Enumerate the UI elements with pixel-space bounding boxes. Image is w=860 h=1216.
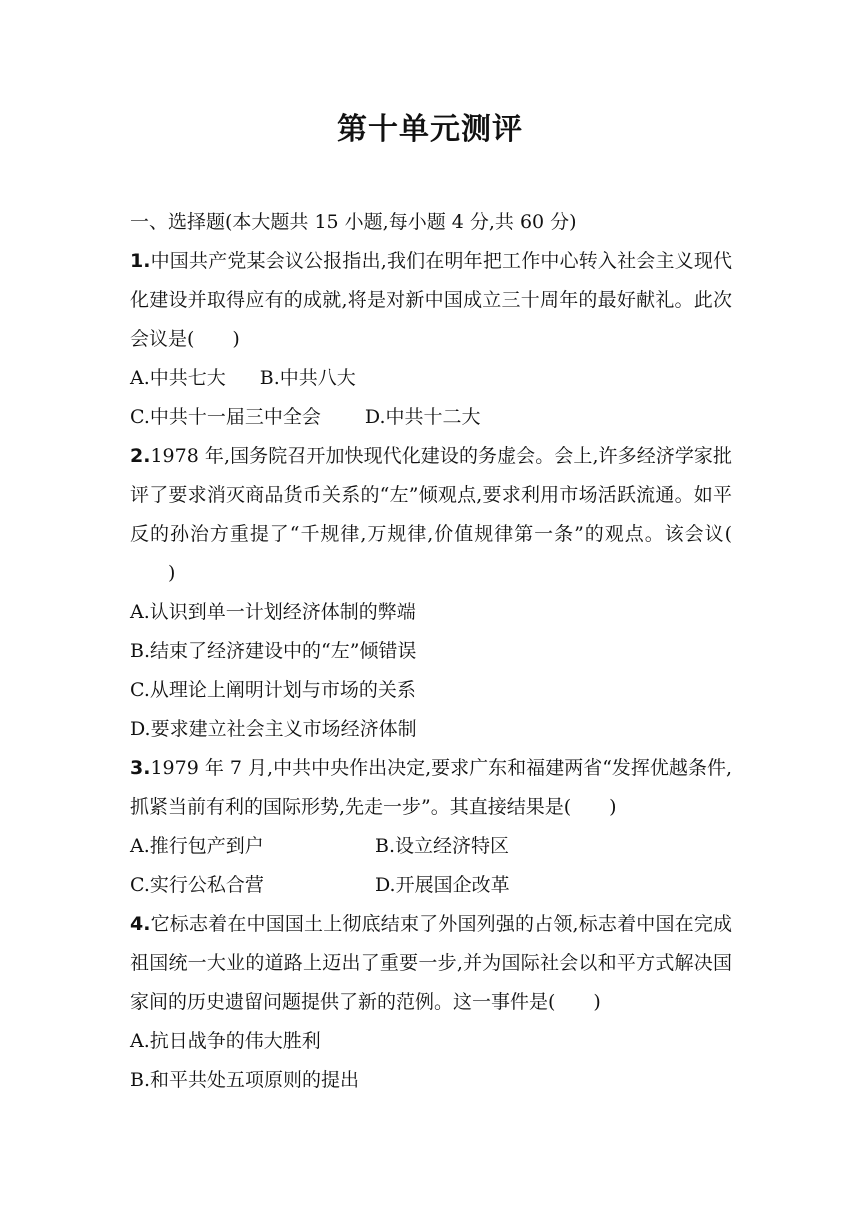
- option-row: [130, 593, 732, 632]
- option-row: [130, 671, 732, 710]
- question-stem: 1979 年 7 月,中共中央作出决定,要求广东和福建两省“发挥优越条件,抓紧当前有利的国际形势,先走一步”。其直接结果是(: [130, 757, 732, 818]
- option-row: [130, 632, 732, 671]
- question-stem: 中国共产党某会议公报指出,我们在明年把工作中心转入社会主义现代化建设并取得应有的成就,将是对新中国成立三十周年的最好献礼。此次会议是(: [130, 250, 732, 350]
- question-2: [130, 437, 732, 593]
- option-row: [130, 866, 732, 905]
- page-title: 第十单元测评: [337, 112, 523, 147]
- option-row: [130, 359, 732, 398]
- question-stem-end: ): [609, 796, 617, 818]
- option-b: B.中共八大: [259, 367, 356, 389]
- question-number: 1.: [130, 250, 151, 272]
- option-row: [130, 710, 732, 749]
- option-a: A.抗日战争的伟大胜利: [130, 1030, 321, 1052]
- option-d: D.开展国企改革: [375, 874, 510, 896]
- option-a: A.认识到单一计划经济体制的弊端: [130, 601, 416, 623]
- option-c: C.中共十一届三中全会: [130, 406, 321, 428]
- question-4: [130, 905, 732, 1022]
- question-stem-end: ): [168, 562, 176, 584]
- option-row: [130, 1061, 732, 1100]
- question-1: [130, 242, 732, 359]
- question-number: 4.: [130, 913, 151, 935]
- option-row: [130, 827, 732, 866]
- option-c: C.从理论上阐明计划与市场的关系: [130, 679, 416, 701]
- option-b: B.和平共处五项原则的提出: [130, 1069, 360, 1091]
- option-b: B.设立经济特区: [375, 835, 510, 857]
- option-row: [130, 398, 732, 437]
- option-a: A.中共七大: [130, 367, 226, 389]
- option-d: D.中共十二大: [364, 406, 481, 428]
- question-stem-end: ): [593, 991, 601, 1013]
- option-b: B.结束了经济建设中的“左”倾错误: [130, 640, 417, 662]
- option-c: C.实行公私合营: [130, 874, 264, 896]
- question-number: 2.: [130, 445, 151, 467]
- option-a: A.推行包产到户: [130, 835, 264, 857]
- option-d: D.要求建立社会主义市场经济体制: [130, 718, 417, 740]
- question-3: [130, 749, 732, 827]
- section-heading: 一、选择题(本大题共 15 小题,每小题 4 分,共 60 分): [130, 211, 577, 233]
- exam-content: [130, 203, 732, 1100]
- option-row: [130, 1022, 732, 1061]
- question-stem: 1978 年,国务院召开加快现代化建设的务虚会。会上,许多经济学家批评了要求消灭商品货币关系的“左”倾观点,要求利用市场活跃流通。如平反的孙治方重提了“千规律,万规律,价值规律第一条”的观点。该会议(: [130, 445, 732, 545]
- question-stem-end: ): [232, 328, 240, 350]
- question-number: 3.: [130, 757, 151, 779]
- question-stem: 它标志着在中国国土上彻底结束了外国列强的占领,标志着中国在完成祖国统一大业的道路上迈出了重要一步,并为国际社会以和平方式解决国家间的历史遗留问题提供了新的范例。这一事件是(: [130, 913, 732, 1013]
